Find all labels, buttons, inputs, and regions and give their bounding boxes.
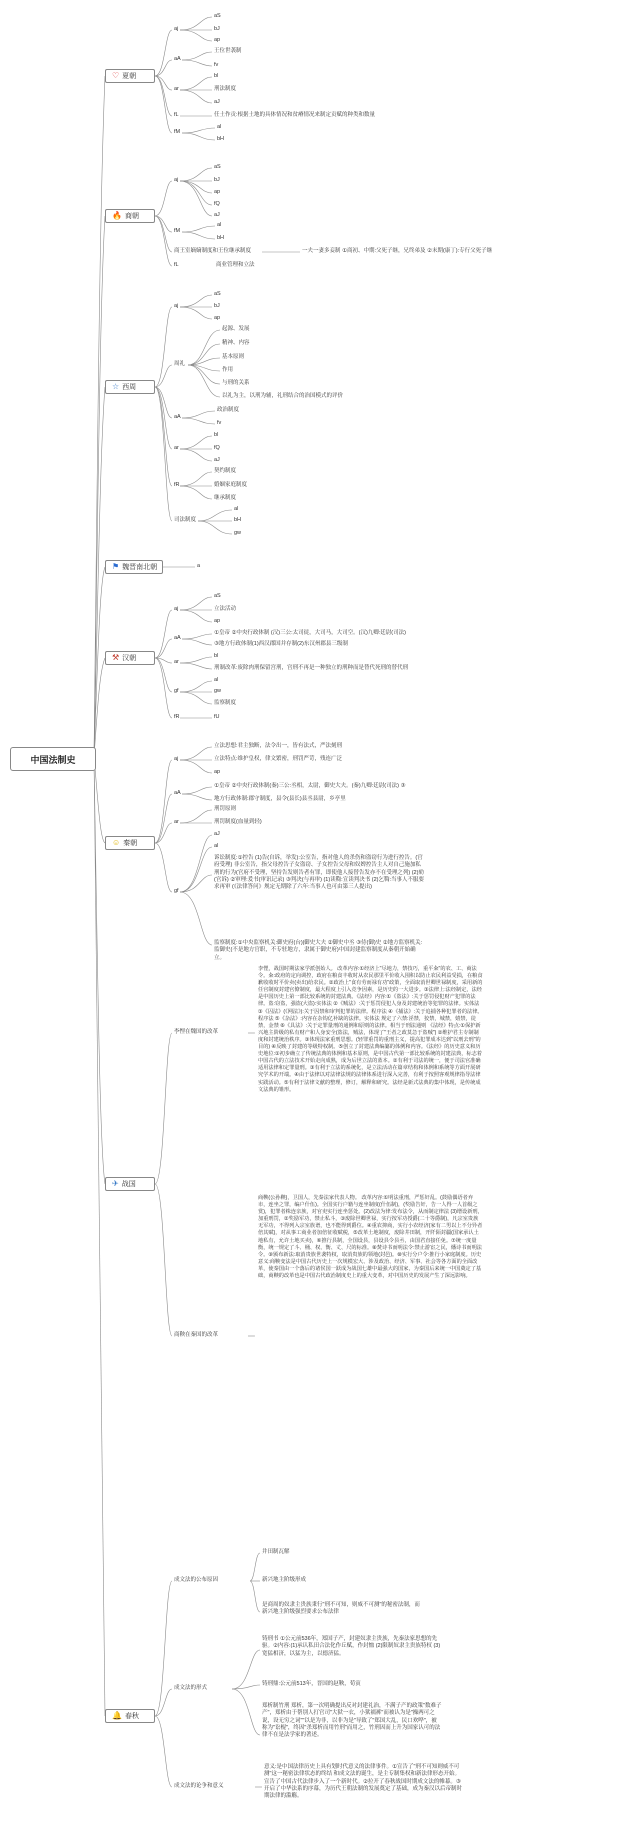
era-label: 夏朝: [122, 73, 137, 80]
yuanyin-child[interactable]: 新兴地主阶级形成: [262, 1577, 307, 1583]
qin-aj-child[interactable]: 立法特点:维护皇权，律文繁密，刑罚严苛，残连广泛: [214, 756, 343, 762]
xia-aA-child[interactable]: 王位世袭制: [214, 48, 242, 54]
star-icon: ☆: [112, 382, 120, 391]
weijin-child[interactable]: a: [197, 563, 201, 569]
xizhou-aA[interactable]: aA: [174, 414, 181, 420]
era-label: 西周: [122, 384, 137, 391]
flag-icon: ⚑: [112, 562, 120, 571]
han-gf-child[interactable]: al: [214, 677, 219, 683]
xizhou-fR-child[interactable]: 继承制度: [214, 495, 237, 501]
xizhou-aj-child[interactable]: ap: [214, 315, 221, 321]
han-gf[interactable]: gf: [174, 688, 179, 694]
tools-icon: ⚒: [112, 653, 120, 662]
qin-aA[interactable]: aA: [174, 790, 181, 796]
era-xizhou[interactable]: [105, 380, 155, 394]
qin-aj-child[interactable]: ap: [214, 769, 221, 775]
xizhou-fR[interactable]: fR: [174, 482, 180, 488]
qin-aj[interactable]: aj: [174, 756, 179, 762]
zhouli-child[interactable]: 基本原则: [222, 354, 245, 360]
shang-aj-child[interactable]: bJ: [214, 177, 220, 183]
happy-face-icon: ☺: [112, 838, 121, 847]
han-aA-child[interactable]: ③地方行政体制(1)西汉郡国并存制(2)东汉州郡县三级制: [214, 641, 348, 647]
zhouli-child[interactable]: 以礼为主，以刑为辅，礼刑结合的治国模式的评价: [222, 393, 344, 399]
fire-icon: 🔥: [112, 211, 122, 220]
qin-susong[interactable]: 诉讼制度:①控告 (1)告(自诉，举发):公室告，指对他人的杀伤和盗窃行为进行控告。(官府受理) 非公室告，指父母控告子女盗窃、子女控告父母和奴婢控告主人对自己施加私刑的行为(官府不受理，坚持告发则告者有罪，即使他人接替告发亦不在受理之列) (2)劾(官诉) ②审理:爰书(审讯记录) ③判决(与再审) (1)读鞫:宣读判决书 (2)乞鞫:当事人不服要求再审 (《法律答问》规定无期除了六年:当事人也可由第三人提出): [214, 855, 424, 891]
shang-wangwei-child[interactable]: 一夫一妻多妾制 ①商初、中期:父死子继，兄终弟及 ②末期(康丁):专行父死子继: [302, 248, 493, 254]
xia-fL-child[interactable]: 任土作贡:根据土地的具体情况和贫瘠情况来制定贡赋的种类和数量: [214, 112, 376, 118]
zhouli-child[interactable]: 作用: [222, 367, 234, 373]
xia-fL[interactable]: fL: [174, 112, 179, 118]
chunqiu-xingshi[interactable]: 成文法的形式: [174, 1685, 208, 1691]
xizhou-ar-child[interactable]: bl: [214, 432, 219, 438]
era-shang[interactable]: [105, 209, 155, 223]
plane-icon: ✈: [112, 1179, 119, 1188]
qin-aA-child[interactable]: 地方行政体制:郡守制度，县令(县长)县丞县尉，乡亭里: [214, 796, 346, 802]
xia-aj-child[interactable]: ap: [214, 37, 221, 43]
qin-ar[interactable]: ar: [174, 819, 179, 825]
shang-fL-child[interactable]: 商业管理和立法: [216, 262, 255, 268]
era-zhanguo[interactable]: [105, 1177, 155, 1191]
zhanguo-likui-text[interactable]: 李悝，战国时期法家学派创始人。 改革内容:①经济上"尽地力，禁技巧，重平籴"的农、工、商法令。籴:政府的定向调控，政府在粮食丰收时从农民那里平价收入囤积以防止农民利益受损，在粮食歉收收时平价卖(卖出)给农民。②政治上"食有劳而禄有功"政策，全面取消世卿世禄制度，采用新的任官制度封建官僚制度，最大程度上引入竞争因素，是历史的一大进步。③法律上:法经制定，法经是中国历史上第一部比较系统的封建法典。《法经》内容:①《盗法》:关于惩罚侵犯财产犯罪的法律。盗:窃盗，强盗(大盗):实体法 ②《贼法》:关于惩罚侵犯人身及封建统治等犯罪的法律。实体法 ③《囚法》(《网法》):关于囚禁和审判犯罪的法律。程序法 ④《捕法》:关于追捕各种犯罪者的法律。程序法 ⑤《杂法》:内容在杂钩亿补缺的法律。实体法 规定了六禁:淫禁，狡禁，城禁，嬉禁，徒禁，金禁 ⑥《具法》:关于定罪量刑的通例和原则的法律。相当于刑法通则 《法经》特点:①保护新兴地主阶级的私有财产和人身安全(盗法，贼法，体现了"王者之政莫急于盗贼") ②维护君主专制制度和封建统治秩序。③体现法家重刑思想。(轻罪重罚的重刑主义，提高犯罪成本达到"以刑去刑"的目的) ④反映了封建的等级特权制。⑤创立了封建法典编纂的体例和内容。《法经》的历史意义和历史地位:①初步确立了传统法典的体例和基本原则，是中国古代第一部比较系统的封建法典，标志着中国古代的立法技术开始走向成熟，成为后世立法的蓝本。②有利于司法的统一，便于司法官准确适用法律和定罪量刑。③有利于立法的系统化，是立法活动在篇章结构和体例和系统等方面开展研究学术的开端。④由于法律以对法律法规的法律体系进行深入完善，有利于按照客观规律指导法律实践活动。⑤有利于法律文献的整理，修订，解释和研究。法经是新式法典的集中体现，是传统成文法典的雏形。: [258, 966, 483, 1093]
xizhou-aj-child[interactable]: aS: [214, 291, 221, 297]
han-ar-child[interactable]: bl: [214, 653, 219, 659]
xia-fM-child[interactable]: bH: [217, 136, 225, 142]
shang-fM-child[interactable]: bH: [217, 235, 225, 241]
han-aj[interactable]: aj: [174, 606, 179, 612]
chunqiu-yuanyin[interactable]: 成文法的公布原因: [174, 1577, 219, 1583]
qin-aA-child[interactable]: ①皇帝 ②中央行政体制(秦)三公:丞相，太尉，御史大夫。(秦)九卿:廷尉(司法) ③: [214, 783, 406, 789]
xizhou-fR-child[interactable]: 婚姻家庭制度: [214, 482, 248, 488]
root-node[interactable]: [10, 747, 96, 771]
qin-aj-child[interactable]: 立法思想:君主独断，法令出一，皆有法式，严法刻刑: [214, 743, 343, 749]
xizhou-aj-child[interactable]: bJ: [214, 303, 220, 309]
qin-ar-child[interactable]: 刑罚原则: [214, 806, 237, 812]
shang-wangwei[interactable]: 商王室嫡嫡制度和王位继承制度: [174, 248, 252, 254]
xizhou-aA-child[interactable]: 政治制度: [217, 407, 240, 413]
xia-aj[interactable]: aj: [174, 26, 179, 32]
han-aj-child[interactable]: 立法活动: [214, 606, 237, 612]
xia-ar-child[interactable]: aJ: [214, 99, 220, 105]
han-aj-child[interactable]: ap: [214, 618, 221, 624]
zhouli-child[interactable]: 精神、内容: [222, 340, 250, 346]
zhanguo-likui[interactable]: 李悝在魏国的改革: [174, 1029, 219, 1035]
heart-icon: ♡: [112, 71, 120, 80]
xizhou-ar-child[interactable]: aJ: [214, 457, 220, 463]
sifa-child[interactable]: bH: [234, 517, 242, 523]
shang-aj-child[interactable]: fQ: [214, 201, 220, 207]
era-label: 春秋: [124, 1713, 139, 1720]
xizhou-ar-child[interactable]: fQ: [214, 445, 220, 451]
yiyi-text[interactable]: 意义:是中国法律历史上具有划时代意义的法律事件。①宣告了"刑不可知则威不可测"这一秘密法律状态的终结 和成文法的诞生，是主专制集权和新法律形态开始。宣告了中国古代法律步入了一个新时代。②拉开了春秋战国时期成文法的帷幕。③开启了中华法系的序幕，为历代王朝法制的发展奠定了基础，成为秦汉以后帝制时期法律的滥觞。: [264, 1764, 463, 1800]
xia-aA[interactable]: aA: [174, 56, 181, 62]
xingshi-child[interactable]: 郑析制竹刑 郑析，第一次明确提出反对封建礼治，不满子产的政策"数难子产"，郑析由于帮别人打官司"大狱一衣，小狱襦裤"而被认为是"操两可之说，设无穷之词""以是为非，以非为是"导致了"郑国大乱，民口欢哗"，被称为"讼棍"，终因"杀郑析而用竹刑"而用之，竹刑因而上升为国家认可的法律不在是法学家的著述。: [262, 1703, 442, 1739]
era-label: 战国: [121, 1181, 136, 1188]
xia-fM-child[interactable]: al: [217, 124, 222, 130]
yuanyin-child[interactable]: 是商周的奴隶主贵族秉行"刑不可知，则威不可测"的秘密法制，而新兴地主阶级强烈要求公布法律: [262, 1602, 420, 1616]
xia-ar-child[interactable]: 刑法制度: [214, 86, 237, 92]
root-label: 中国法制史: [30, 754, 76, 765]
era-weijin[interactable]: [105, 560, 163, 574]
zhanguo-shangyang[interactable]: 商鞅在秦国的改革: [174, 1332, 219, 1338]
sifa-child[interactable]: gw: [234, 530, 242, 536]
era-xia[interactable]: [105, 69, 155, 83]
qin-gf-child[interactable]: aJ: [214, 831, 220, 837]
han-aj-child[interactable]: aS: [214, 593, 221, 599]
qin-gf-child[interactable]: al: [214, 843, 219, 849]
xizhou-aA-child[interactable]: fv: [217, 420, 222, 426]
xingshi-child[interactable]: 铸刑鼎:公元前513年，晋国的赵鞅，荀寅: [262, 1681, 361, 1687]
era-label: 秦朝: [123, 840, 138, 847]
han-gf-child[interactable]: 监察制度: [214, 700, 237, 706]
xizhou-sifa[interactable]: 司法制度: [174, 517, 197, 523]
era-label: 商朝: [124, 213, 139, 220]
shang-aj-child[interactable]: ap: [214, 189, 221, 195]
xingshi-child[interactable]: 铸刑书 ①公元前536年，郑国子产，封建奴隶主贵族，先秦法家思想的先驱。②内容:(1)承认私田合法化作丘赋，作封恤 (2)限制奴隶主贵族特权 (3)宽猛相济，以猛为主，以德济猛。: [262, 1636, 441, 1657]
xia-ar[interactable]: ar: [174, 86, 179, 92]
shang-aj-child[interactable]: aJ: [214, 212, 220, 218]
xizhou-ar[interactable]: ar: [174, 445, 179, 451]
xia-ar-child[interactable]: bl: [214, 73, 219, 79]
han-fR-child[interactable]: fU: [214, 714, 220, 720]
qin-jiancha[interactable]: 监察制度:①中央监察机关:御史府(台)|御史大夫 ②御史中丞 ③侍(御)史 ②地方监察机关:监御史(不是地方官职，不专驻地方，隶属于御史府)中国封建监察制度从秦朝开始确立。: [214, 940, 423, 961]
bell-icon: 🔔: [112, 1711, 122, 1720]
xizhou-fR-child[interactable]: 契约制度: [214, 468, 237, 474]
han-aA-child[interactable]: ①皇帝 ②中央行政体制 (汉)三公:太司徒，大司马，大司空。(汉)九卿:廷尉(司法): [214, 630, 406, 636]
era-label: 魏晋南北朝: [122, 564, 158, 571]
xia-aj-child[interactable]: bJ: [214, 26, 220, 32]
sifa-child[interactable]: al: [234, 506, 239, 512]
era-label: 汉朝: [122, 655, 137, 662]
han-fR[interactable]: fR: [174, 714, 180, 720]
xizhou-zhouli[interactable]: 周礼: [174, 361, 186, 367]
han-ar[interactable]: ar: [174, 659, 179, 665]
shang-fL[interactable]: fL: [174, 262, 179, 268]
xia-aA-child[interactable]: fv: [214, 62, 219, 68]
shang-aj[interactable]: aj: [174, 177, 179, 183]
qin-ar-child[interactable]: 刑罚制度(血量到轻): [214, 819, 262, 825]
era-qin[interactable]: [105, 836, 155, 850]
shang-fM-child[interactable]: al: [217, 222, 222, 228]
yuanyin-child[interactable]: 井田制瓦解: [262, 1549, 290, 1555]
han-ar-child[interactable]: 刑制改革:废除肉刑保留宫刑，宫刑不再是一种独立的刑种而是替代死刑的替代刑: [214, 665, 409, 671]
shang-fM[interactable]: fM: [174, 228, 181, 234]
zhanguo-shangyang-text[interactable]: 商鞅(公孙鞅)，卫国人，先秦法家代表人物。 改革内容:①明法重刑，严惩奸乱。(鼓励偶语者弃市，连坐之罪，编户什伍)。全国实行户籍与连坐制度(什伍制)，(奖励告奸，告一人得一人首级之赏)，犯罪者株连亲族，对官吏实行连坐惩处。(2)改法为律:发布法令，从而制定律法 (3)增设新刑，加重刑罚，②奖励军功，禁止私斗，③废除世卿世禄，实行按军功授爵(二十等爵制)，凡宗室贵族无军功，不得列入宗室族谱，也不能得到爵位。④重农抑商，实行小农经济(家有二男以上不分异者倍其赋)，对从事工商业者加倍征收赋税，⑤改革土地制度，废除井田制，开阡陌封疆(国家承认土地私有，允许土地买卖)，⑥推行县制，全国设县，县设县令县丞，由国君直接任免。⑦统一度量衡，统一规定了斗、桶、权、衡、丈、尺的标准。⑧焚诗书而明法令:禁止游宦之民，燔诗书而明法令。⑨颁布新法:取消贵族世袭特权，取消贵族的领地(封邑)。⑩实行分户令:推行小家庭制度。历史意义:商鞅变法是中国古代历史上一次规模宏大、涉及政治、经济、军事、社会等各方面的全面改革，使秦国由一个落后的诸侯国一跃成为战国七雄中最强大的国家，为秦国后来统一中国奠定了基础，商鞅的改革也是中国古代政治制度史上的重大变革，对中国历史的发展产生了深远影响。: [258, 1195, 483, 1280]
qin-gf[interactable]: gf: [174, 888, 179, 894]
chunqiu-yiyi[interactable]: 成文法的论争和意义: [174, 1783, 224, 1789]
han-gf-child[interactable]: gw: [214, 688, 222, 694]
xizhou-aj[interactable]: aj: [174, 303, 179, 309]
era-chunqiu[interactable]: [105, 1709, 155, 1723]
era-han[interactable]: [105, 651, 155, 665]
han-aA[interactable]: aA: [174, 635, 181, 641]
shang-aj-child[interactable]: aS: [214, 164, 221, 170]
zhouli-child[interactable]: 与刑的关系: [222, 380, 250, 386]
xia-fM[interactable]: fM: [174, 129, 181, 135]
xia-aj-child[interactable]: aS: [214, 13, 221, 19]
zhouli-child[interactable]: 起源、发展: [222, 326, 250, 332]
